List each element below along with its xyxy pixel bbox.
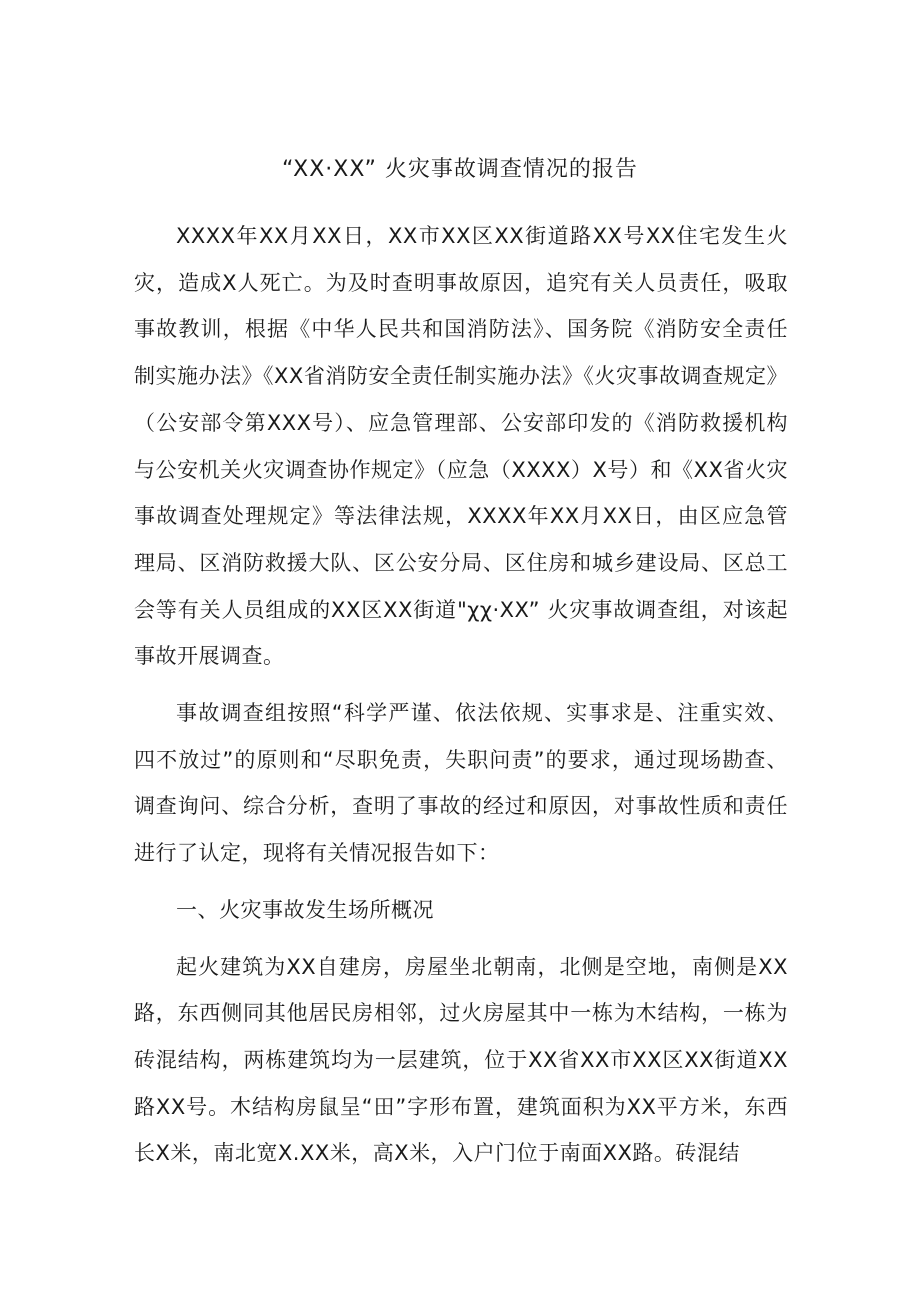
document-body [134, 213, 788, 1177]
section-paragraph: 起火建筑为XX自建房，房屋坐北朝南，北侧是空地，南侧是XX路，东西侧同其他居民房相邻，过火房屋其中一栋为木结构，一栋为砖混结构，两栋建筑均为一层建筑，位于XX省XX市XX区XX街道XX路XX号。木结构房鼠呈“田”字形布置，建筑面积为XX平方米，东西长X米，南北宽X.XX米，高X米，入户门位于南面XX路。砖混结 [134, 954, 788, 1166]
section-heading: 一、火灾事故发生场所概况 [176, 897, 434, 922]
document-title: “XX·XX” 火灾事故调查情况的报告 [282, 157, 638, 182]
method-paragraph: 事故调查组按照“科学严谨、依法依规、实事求是、注重实效、四不放过”的原则和“尽职免责，失职问责”的要求，通过现场勘查、调查询问、综合分析，查明了事故的经过和原因，对事故性质和责任进行了认定，现将有关情况报告如下： [134, 701, 788, 866]
intro-paragraph: XXXX年XX月XX日，XX市XX区XX街道路XX号XX住宅发生火灾，造成X人死亡。为及时查明事故原因，追究有关人员责任，吸取事故教训，根据《中华人民共和国消防法》、国务院《消防安全责任制实施办法》《XX省消防安全责任制实施办法》《火灾事故调查规定》（公安部令第XXX号）、应急管理部、公安部印发的《消防救援机构与公安机关火灾调查协作规定》（应急（XXXX）X号）和《XX省火灾事故调查处理规定》等法律法规，XXXX年XX月XX日，由区应急管理局、区消防救援大队、区公安分局、区住房和城乡建设局、区总工会等有关人员组成的XX区XX街道"χχ·XX” 火灾事故调查组，对该起事故开展调查。 [134, 224, 788, 669]
